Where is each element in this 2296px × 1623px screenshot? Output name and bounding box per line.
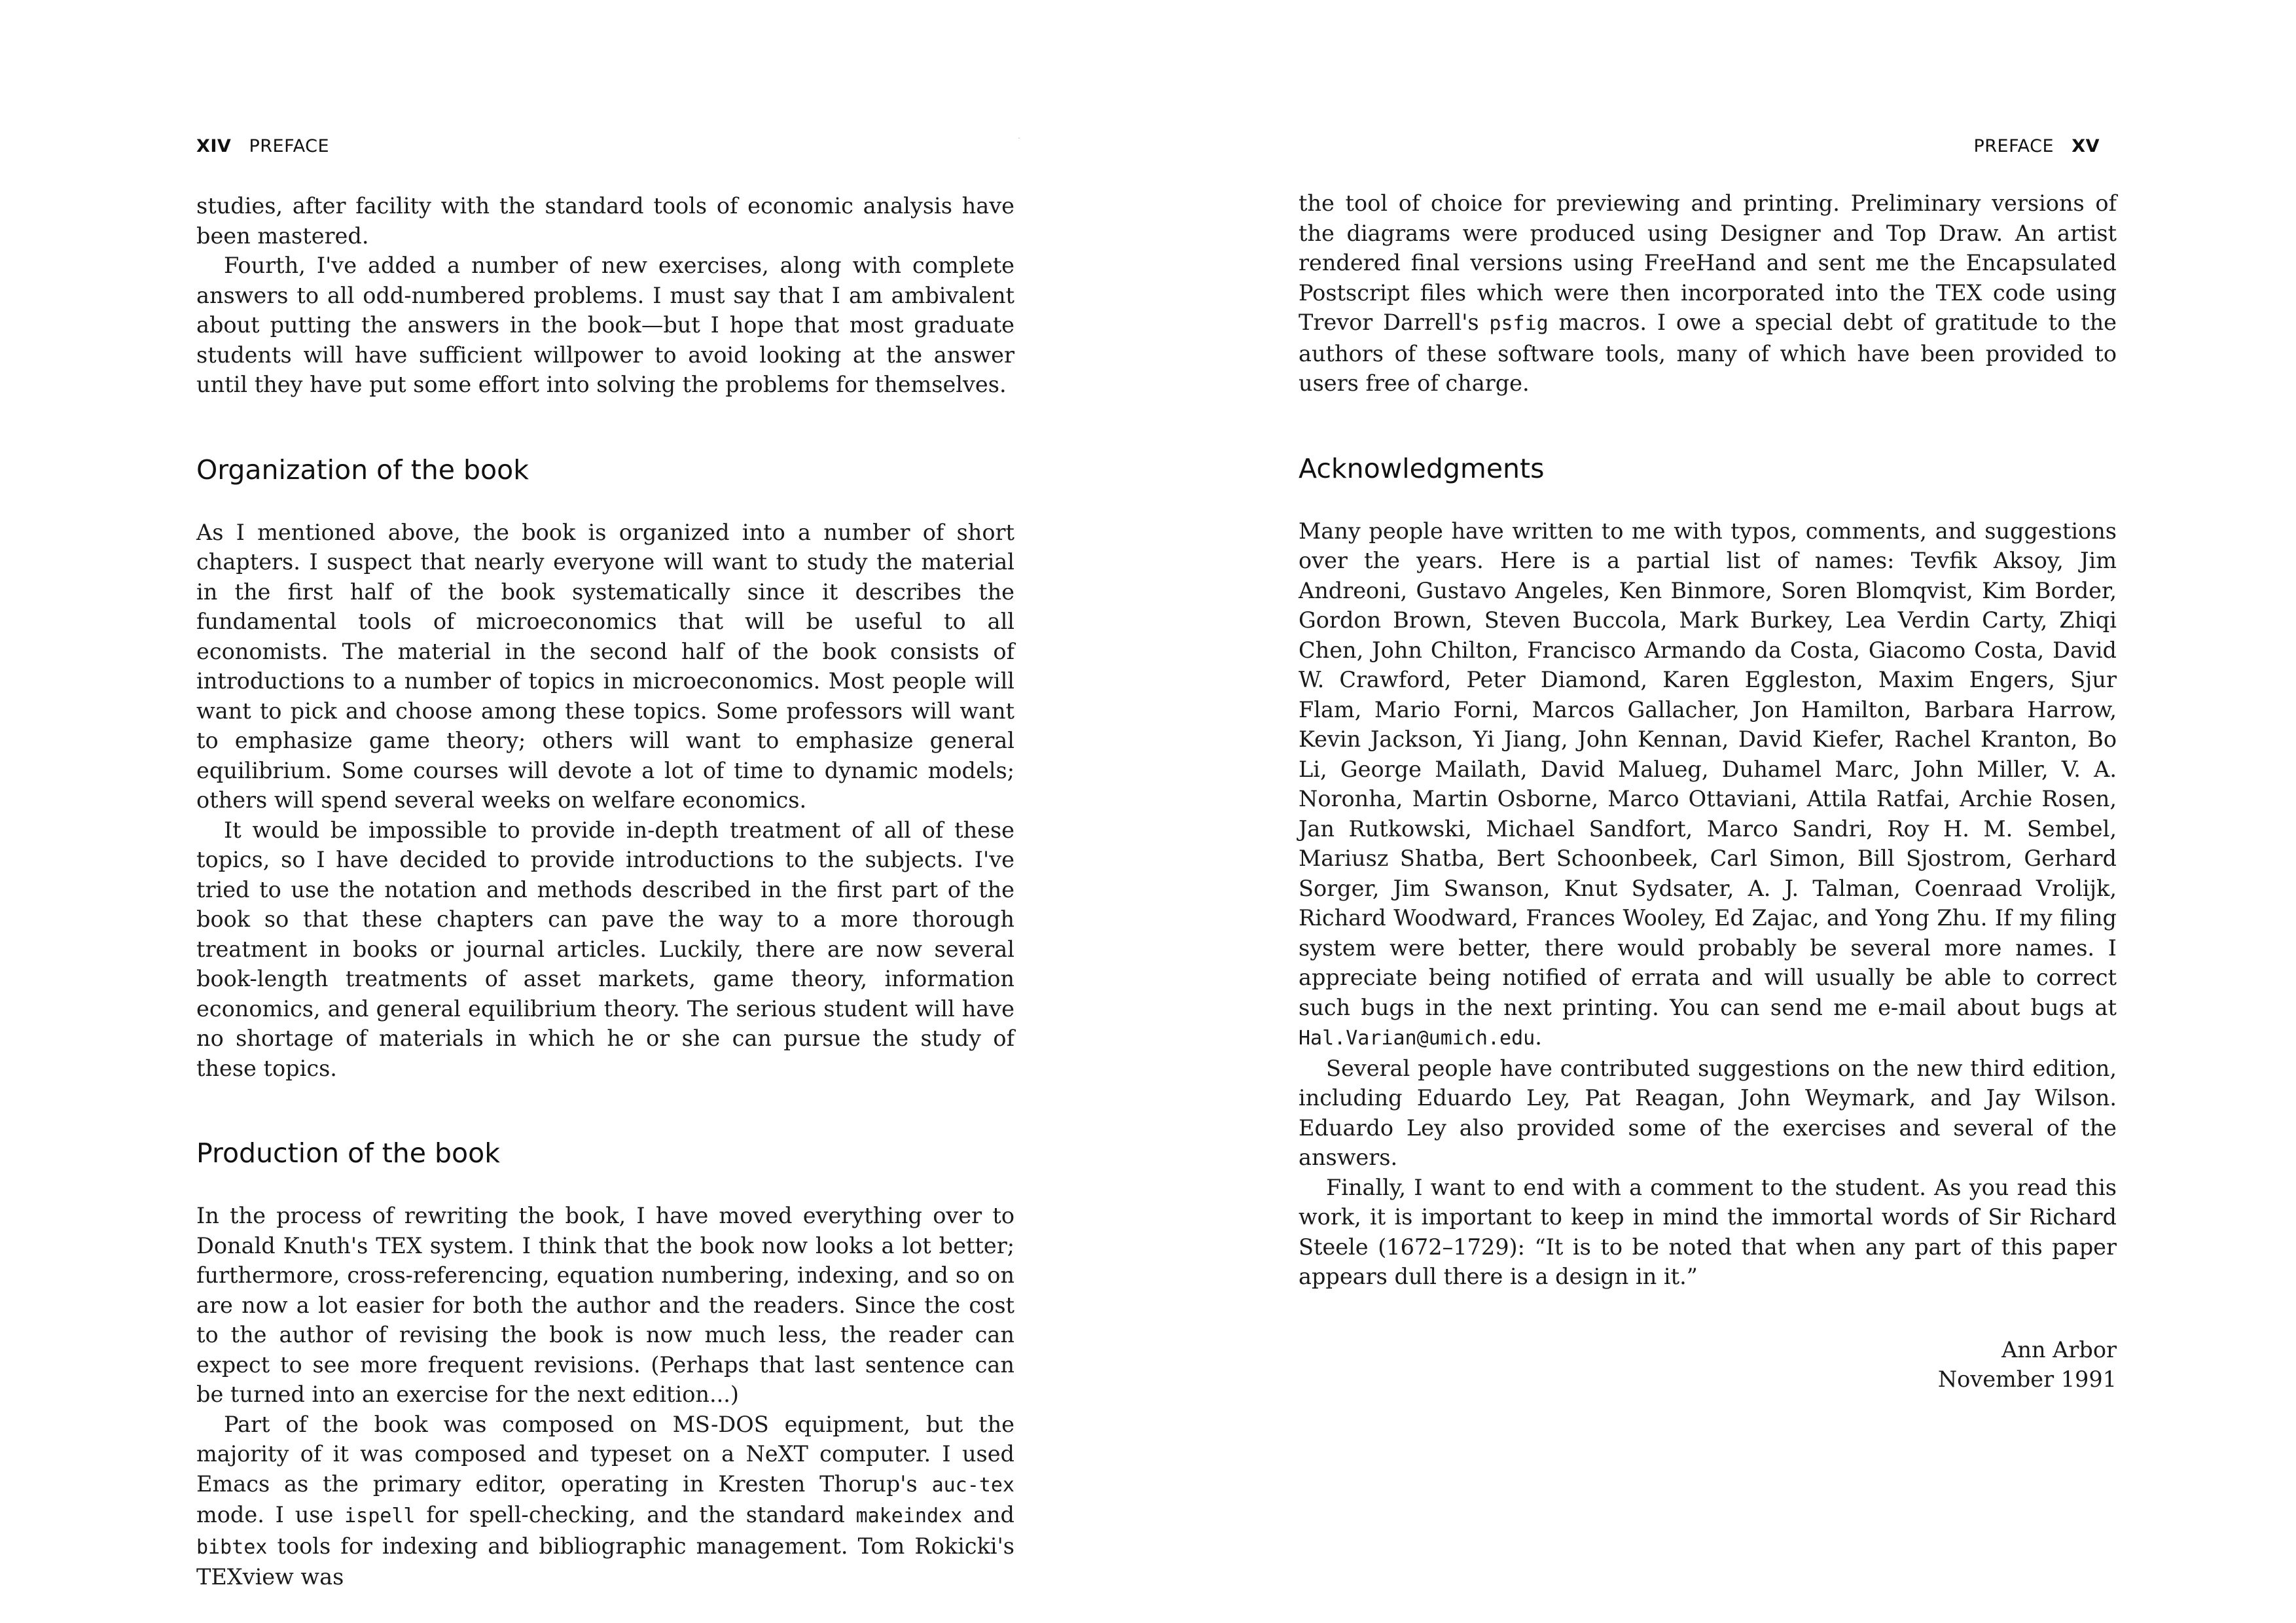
right-page bbox=[1148, 0, 2296, 1623]
paragraph: In the process of rewriting the book, I have moved everything over to Donald Knuth's TEX system. I think that the book now looks a lot better; furthermore, cross-referencing, equation numbering, indexing, and so on are now a lot easier for both the author and the readers. Since the cost to the author of revising the book is now much less, the reader can expect to see more frequent revisions. (Perhaps that last sentence can be turned into an exercise for the next edition...) bbox=[196, 1203, 1014, 1407]
paragraph: Fourth, I've added a number of new exercises, along with complete answers to all odd-numbered problems. I must say that I am ambivalent about putting the answers in the book—but I hope that most graduate students will have sufficient willpower to avoid looking at the answer until they have put some effort into solving the problems for themselves. bbox=[196, 253, 1014, 397]
signature-block bbox=[1299, 1335, 2117, 1395]
paragraph bbox=[196, 1410, 1014, 1592]
paragraph bbox=[1299, 188, 2117, 399]
text-run: Many people have written to me with typos, comments, and suggestions over the years. Here is a partial list of names: Tevfik Aksoy, Jim Andreoni, Gustavo Angeles, Ken Binmore, Soren Blomqvist, Kim Border, Gordon Brown, Steven Buccola, Mark Burkey, Lea Verdin Carty, Zhiqi Chen, John Chilton, Francisco Armando da Costa, Giacomo Costa, David W. Crawford, Peter Diamond, Karen Eggleston, Maxim Engers, Sjur Flam, Mario Forni, Marcos Gallacher, Jon Hamilton, Barbara Harrow, Kevin Jackson, Yi Jiang, John Kennan, David Kiefer, Rachel Kranton, Bo Li, George Mailath, David Malueg, Duhamel Marc, John Miller, V. A. Noronha, Martin Osborne, Marco Ottaviani, Attila Ratfai, Archie Rosen, Jan Rutkowski, Michael Sandfort, Marco Sandri, Roy H. M. Sembel, Mariusz Shatba, Bert Schoonbeek, Carl Simon, Bill Sjostrom, Gerhard Sorger, Jim Swanson, Knut Sydsater, A. J. Talman, Coenraad Vrolijk, Richard Woodward, Frances Wooley, Ed Zajac, and Yong Zhu. If my filing system were better, there would probably be several more names. I appreciate being notified of errata and will usually be able to correct such bugs in the next printing. You can send me e-mail about bugs at bbox=[1299, 518, 2117, 1020]
section-heading-production: Production of the book bbox=[196, 1137, 500, 1169]
running-title: PREFACE bbox=[1973, 136, 2054, 156]
paragraph: As I mentioned above, the book is organized into a number of short chapters. I suspect that nearly everyone will want to study the material in the first half of the book systematically since it describes the fundamental tools of microeconomics that will be useful to all economists. The material in the second half of the book consists of introductions to a number of topics in microeconomics. Most people will want to pick and choose among these topics. Some professors will want to emphasize game theory; others will want to emphasize general equilibrium. Some courses will devote a lot of time to dynamic models; others will spend several weeks on welfare economics. bbox=[196, 519, 1014, 813]
section-heading-organization: Organization of the book bbox=[196, 454, 529, 486]
running-head-right bbox=[1973, 136, 2100, 156]
text-run: the tool of choice for previewing and printing. Preliminary versions of the diagrams were produced using Designer and Top Draw. An artist rendered final versions using FreeHand and sent me the Encapsulated Postscript files which were then incorporated into the TEX code using Trevor Darrell's bbox=[1299, 190, 2117, 335]
text-run: and bbox=[962, 1502, 1014, 1527]
email-address: Hal.Varian@umich.edu bbox=[1299, 1027, 1535, 1050]
code-bibtex: bibtex bbox=[196, 1535, 268, 1559]
text-run: macros. I owe a special debt of gratitude to the authors of these software tools, many of which have been provided to users free of charge. bbox=[1299, 310, 2117, 396]
text-run: . bbox=[1535, 1024, 1542, 1050]
paragraph: Several people have contributed suggestions on the new third edition, including Eduardo Ley, Pat Reagan, John Weymark, and Jay Wilson. Eduardo Ley also provided some of the exercises and several of the answers. bbox=[1299, 1055, 2117, 1170]
page-number: XIV bbox=[196, 136, 232, 156]
right-text-column bbox=[1299, 188, 2117, 1395]
paragraph: It would be impossible to provide in-depth treatment of all of these topics, so I have decided to provide introductions to the subjects. I've tried to use the notation and methods described in the first part of the book so that these chapters can pave the way to a more thorough treatment in books or journal articles. Luckily, there are now several book-length treatments of asset markets, game theory, information economics, and general equilibrium theory. The serious student will have no shortage of materials in which he or she can pursue the study of these topics. bbox=[196, 817, 1014, 1081]
text-run: for spell-checking, and the standard bbox=[415, 1502, 856, 1527]
page-number: XV bbox=[2072, 136, 2100, 156]
text-run: mode. I use bbox=[196, 1502, 345, 1527]
code-ispell: ispell bbox=[344, 1505, 416, 1527]
running-title: PREFACE bbox=[249, 136, 330, 156]
signature-date: November 1991 bbox=[1937, 1366, 2117, 1392]
paragraph: Finally, I want to end with a comment to the student. As you read this work, it is important to keep in mind the immortal words of Sir Richard Steele (1672–1729): “It is to be noted that when any part of this paper appears dull there is a design in it.” bbox=[1299, 1174, 2117, 1289]
code-auc-tex: auc-tex bbox=[931, 1473, 1014, 1497]
code-makeindex: makeindex bbox=[855, 1505, 963, 1527]
text-run: Part of the book was composed on MS-DOS equipment, but the majority of it was composed and typeset on a NeXT computer. I used Emacs as the primary editor, operating in Kresten Thorup's bbox=[196, 1411, 1014, 1497]
paragraph bbox=[1299, 516, 2117, 1054]
section-heading-acknowledgments: Acknowledgments bbox=[1299, 452, 1545, 484]
left-text-column bbox=[196, 191, 1014, 1592]
paragraph: studies, after facility with the standard tools of economic analysis have been mastered. bbox=[196, 193, 1014, 249]
gutter-speck bbox=[1018, 137, 1020, 139]
running-head-left bbox=[196, 136, 329, 156]
code-psfig: psfig bbox=[1489, 312, 1549, 335]
signature-place: Ann Arbor bbox=[2001, 1336, 2117, 1363]
text-run: tools for indexing and bibliographic management. Tom Rokicki's TEXview was bbox=[196, 1533, 1014, 1590]
